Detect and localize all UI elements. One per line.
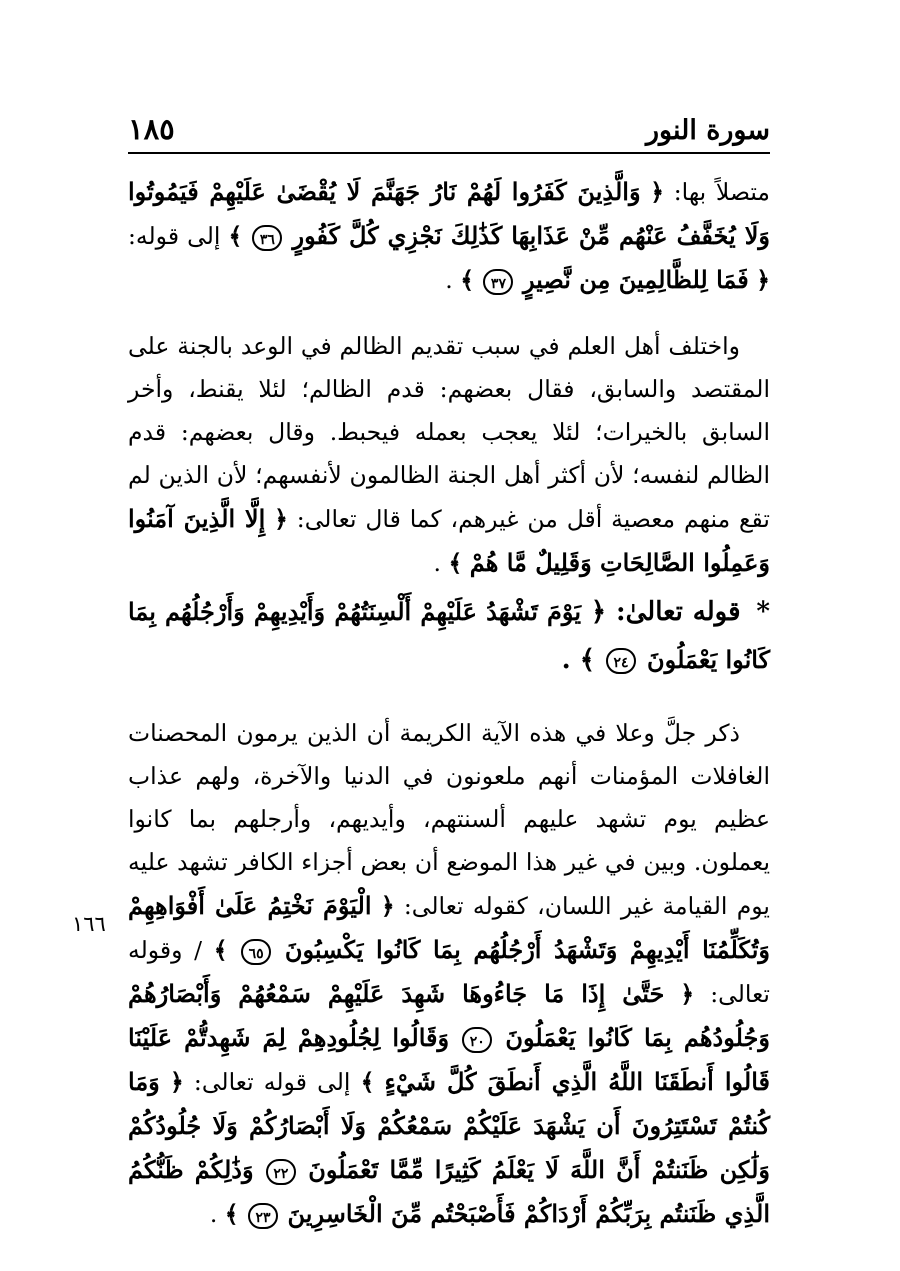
end-period: . xyxy=(433,549,441,577)
body-text: / وقوله تعالى: xyxy=(128,936,770,1008)
ornate-bracket-close: ﴾ xyxy=(213,936,228,964)
star-icon: * xyxy=(756,597,771,627)
ayah-number: ٢٤ xyxy=(606,648,636,674)
ornate-bracket-close: ﴾ xyxy=(460,266,474,294)
ornate-bracket-close: ﴾ xyxy=(360,1068,375,1096)
ayah-number: ٢٣ xyxy=(248,1203,278,1229)
ornate-bracket-close: ﴾ xyxy=(448,549,463,577)
surah-name: سورة النور xyxy=(645,115,770,146)
quran-verse: إِلَّا الَّذِينَ آمَنُوا وَعَمِلُوا الصَّالِحَاتِ وَقَلِيلٌ مَّا هُمْ xyxy=(128,504,770,577)
ayah-number: ٣٧ xyxy=(483,269,513,295)
end-period: . xyxy=(209,1200,218,1228)
section-heading xyxy=(128,588,770,684)
quran-verse: الْيَوْمَ نَخْتِمُ عَلَىٰ أَفْوَاهِهِمْ وَتُكَلِّمُنَا أَيْدِيهِمْ وَتَشْهَدُ أَرْجُلُهُم بِمَا كَانُوا يَكْسِبُونَ xyxy=(128,891,770,964)
page-number: ١٨٥ xyxy=(128,112,175,146)
quran-verse: وَمَا كُنتُمْ تَسْتَتِرُونَ أَن يَشْهَدَ عَلَيْكُمْ سَمْعُكُمْ وَلَا أَبْصَارُكُمْ وَلَا جُلُودُكُمْ وَلَٰكِن ظَنَنتُمْ أَنَّ اللَّهَ لَا يَعْلَمُ كَثِيرًا مِّمَّا تَعْمَلُونَ xyxy=(128,1067,770,1184)
quran-verse: وَذَٰلِكُمْ ظَنُّكُمُ الَّذِي ظَنَنتُم بِرَبِّكُمْ أَرْدَاكُمْ فَأَصْبَحْتُم مِّنَ الْخَاسِرِينَ xyxy=(128,1155,770,1228)
ornate-bracket-close: ﴾ xyxy=(224,1200,239,1228)
ayah-number: ٣٦ xyxy=(252,225,282,251)
ornate-bracket-close: ﴾ xyxy=(579,645,595,675)
quran-verse: وَقَالُوا لِجُلُودِهِمْ لِمَ شَهِدتُّمْ عَلَيْنَا قَالُوا أَنطَقَنَا اللَّهُ الَّذِي أَنطَقَ كُلَّ شَيْءٍ xyxy=(128,1023,770,1096)
ayah-number: ٦٥ xyxy=(241,939,271,965)
ayah-number: ٢٢ xyxy=(266,1159,296,1185)
paragraph-discussion xyxy=(128,325,770,585)
margin-page-reference: ١٦٦ xyxy=(72,912,106,936)
ornate-bracket-close: ﴾ xyxy=(228,222,243,250)
quran-verse: فَمَا لِلظَّالِمِينَ مِن نَّصِيرٍ xyxy=(522,265,749,294)
quran-verse: وَالَّذِينَ كَفَرُوا لَهُمْ نَارُ جَهَنَّمَ لَا يُقْضَىٰ عَلَيْهِمْ فَيَمُوتُوا وَلَا يُخَفَّفُ عَنْهُم مِّنْ عَذَابِهَا كَذَٰلِكَ نَجْزِي كُلَّ كَفُورٍ xyxy=(128,177,770,250)
connector-text: إلى قوله: xyxy=(128,222,221,250)
ornate-bracket-open: ﴿ xyxy=(590,597,607,627)
ornate-bracket-open: ﴿ xyxy=(169,1068,184,1096)
quran-verse: يَوْمَ تَشْهَدُ عَلَيْهِمْ أَلْسِنَتُهُمْ وَأَيْدِيهِمْ وَأَرْجُلُهُم بِمَا كَانُوا يَعْمَلُونَ xyxy=(128,597,770,674)
paragraph-commentary xyxy=(128,712,770,1236)
body-text: إلى قوله تعالى: xyxy=(193,1068,351,1096)
ornate-bracket-open: ﴿ xyxy=(380,892,395,920)
paragraph-intro xyxy=(128,170,770,302)
body-text: ذكر جلَّ وعلا في هذه الآية الكريمة أن الذين يرمون المحصنات الغافلات المؤمنات أنهم ملعونون في الدنيا والآخرة، ولهم عذاب عظيم يوم تشهد عليهم ألسنتهم، وأيديهم، وأرجلهم بما كانوا يعملون. وبين في غير هذا الموضع أن بعض أجزاء الكافر تشهد عليه يوم القيامة غير اللسان، كقوله تعالى: xyxy=(128,719,770,920)
end-period: . xyxy=(561,645,571,675)
ornate-bracket-open: ﴿ xyxy=(650,178,665,206)
quran-verse: حَتَّىٰ إِذَا مَا جَاءُوهَا شَهِدَ عَلَيْهِمْ سَمْعُهُمْ وَأَبْصَارُهُمْ وَجُلُودُهُم بِمَا كَانُوا يَعْمَلُونَ xyxy=(128,979,770,1052)
end-period: . xyxy=(445,266,453,294)
intro-text: متصلاً بها: xyxy=(673,178,770,206)
heading-label: قوله تعالىٰ: xyxy=(616,597,741,627)
body-text: واختلف أهل العلم في سبب تقديم الظالم في الوعد بالجنة على المقتصد والسابق، فقال بعضهم: قدم الظالم؛ لئلا يقنط، وأخر السابق بالخيرات؛ لئلا يعجب بعمله فيحبط. وقال بعضهم: قدم الظالم لنفسه؛ لأن أكثر أهل الجنة الظالمون لأنفسهم؛ لأن الذين لم تقع منهم معصية أقل من غيرهم، كما قال تعالى: xyxy=(128,332,770,533)
ayah-number: ٢٠ xyxy=(462,1027,492,1053)
ornate-bracket-open: ﴿ xyxy=(274,505,288,533)
ornate-bracket-open: ﴿ xyxy=(756,266,770,294)
ornate-bracket-open: ﴿ xyxy=(680,980,695,1008)
page-header xyxy=(128,108,770,154)
